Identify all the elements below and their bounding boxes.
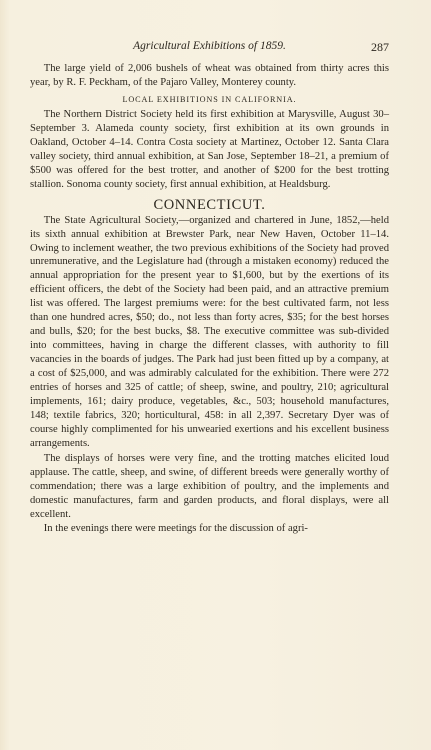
paragraph-state-society: The State Agricultural Society,—organized and chartered in June, 1852,—held its sixth annual exhibition at Brewster Park, near New Haven, October 11–14. Owing to inclement weather, the two previous exhibitions of the Society had proved unremunerative, and the Legislature had (through a mistaken economy) reduced the annual appropriation for the present year to $1,600, but by the exertions of its efficient officers, the debt of the Society had been paid, and an attractive premium list was offered. The largest premiums were: for the best cultivated farm, not less than one hundred acres, $50; do., not less than forty acres, $35; for the best horses and bulls, $20; for the best bucks, $8. The executive committee was sub-divided into committees, having in charge the different classes, with authority to fill vacancies in the boards of judges. The Park had just been fitted up by a company, at a cost of $25,000, and was admirably calculated for the exhibition. There were 272 entries of horses and 325 of cattle; of sheep, swine, and poultry, 210; agricultural implements, 161; dairy produce, vegetables, &c., 503; household manufactures, 148; textile fabrics, 320; horticultural, 458: in all 2,397. Secretary Dyer was of course highly complimented for his unwearied exertions and his excellent business arrangements. [30, 214, 389, 449]
running-title: Agricultural Exhibitions of 1859. [133, 40, 286, 52]
paragraph-local-exhibitions: The Northern District Society held its first exhibition at Marysville, August 30–September 3. Alameda county society, first exhibition at its own grounds in Oakland, October 4–14. Contra Costa society at Martinez, October 12. Santa Clara valley society, third annual exhibition, at San Jose, September 18–21, a premium of $500 was offered for the best trotter, and another of $200 for the best trotting stallion. Sonoma county society, first annual exhibition, at Healdsburg. [30, 108, 389, 190]
paragraph-wheat-yield: The large yield of 2,006 bushels of wheat was obtained from thirty acres this year, by R. F. Peckham, of the Pajaro Valley, Monterey county. [30, 63, 389, 88]
subheading-local-exhibitions: LOCAL EXHIBITIONS IN CALIFORNIA. [122, 94, 297, 104]
page-body [30, 62, 389, 536]
running-header [30, 40, 389, 56]
paragraph-evenings: In the evenings there were meetings for the discussion of agri- [43, 522, 308, 534]
section-heading-connecticut: CONNECTICUT. [153, 196, 266, 213]
page-number: 287 [371, 40, 389, 54]
paragraph-displays: The displays of horses were very fine, and the trotting matches elicited loud applause. The cattle, sheep, and swine, of different breeds were generally worthy of commendation; there was a large exhibition of poultry, and the implements and domestic manufactures, farm and garden products, and floral displays, were all excellent. [30, 452, 389, 520]
